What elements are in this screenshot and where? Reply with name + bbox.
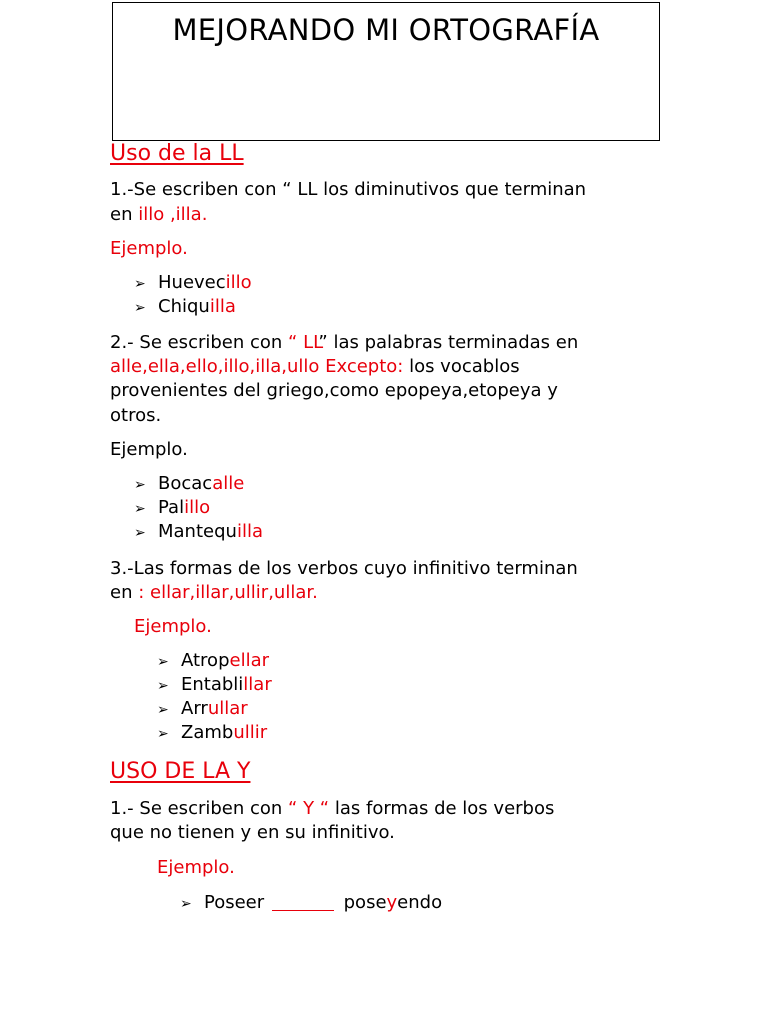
arrow-bullet-icon: ➢ [180,896,192,912]
list-item: ➢ Huevecillo [134,271,252,296]
rule1-line1: 1.-Se escriben con “ LL los diminutivos que terminan [110,179,587,200]
list-item: ➢ Zambullir [157,721,267,746]
rule2-line2: alle,ella,ello,illo,illa,ullo Excepto: los vocablos [110,356,520,377]
list-item: ➢ Bocacalle [134,472,244,497]
rule2-line4: otros. [110,405,162,426]
rule-y-line2: que no tienen y en su infinitivo. [110,822,395,843]
rule2-line3: provenientes del griego,como epopeya,etopeya y [110,380,558,401]
list-item: ➢ Chiquilla [134,295,236,320]
list-item: ➢ Arrullar [157,697,248,722]
list-item: ➢ Poseer poseyendo [180,891,442,916]
arrow-bullet-icon: ➢ [134,276,146,292]
arrow-bullet-icon: ➢ [134,501,146,517]
arrow-bullet-icon: ➢ [134,525,146,541]
rule-y-line1: 1.- Se escriben con “ Y “ las formas de los verbos [110,798,555,819]
rule3-line1: 3.-Las formas de los verbos cuyo infinitivo terminan [110,558,578,579]
arrow-bullet-icon: ➢ [157,654,169,670]
arrow-bullet-icon: ➢ [157,726,169,742]
rule2-line1: 2.- Se escriben con “ LL” las palabras terminadas en [110,332,579,353]
list-item: ➢ Mantequilla [134,520,263,545]
rule3-line2: en : ellar,illar,ullir,ullar. [110,582,318,603]
example-label-2: Ejemplo. [110,439,188,460]
arrow-bullet-icon: ➢ [134,300,146,316]
title-box [112,2,660,141]
example-label-3: Ejemplo. [134,616,212,637]
example-label-y: Ejemplo. [157,857,235,878]
section-heading-ll: Uso de la LL [110,141,244,166]
arrow-bullet-icon: ➢ [157,678,169,694]
list-item: ➢ Entablillar [157,673,272,698]
arrow-bullet-icon: ➢ [157,702,169,718]
list-item: ➢ Atropellar [157,649,269,674]
list-item: ➢ Palillo [134,496,210,521]
section-heading-y: USO DE LA Y [110,759,251,784]
rule1-line2: en illo ,illa. [110,204,208,225]
answer-blank [272,892,334,911]
example-label-1: Ejemplo. [110,238,188,259]
arrow-bullet-icon: ➢ [134,477,146,493]
page-title: MEJORANDO MI ORTOGRAFÍA [172,13,600,47]
